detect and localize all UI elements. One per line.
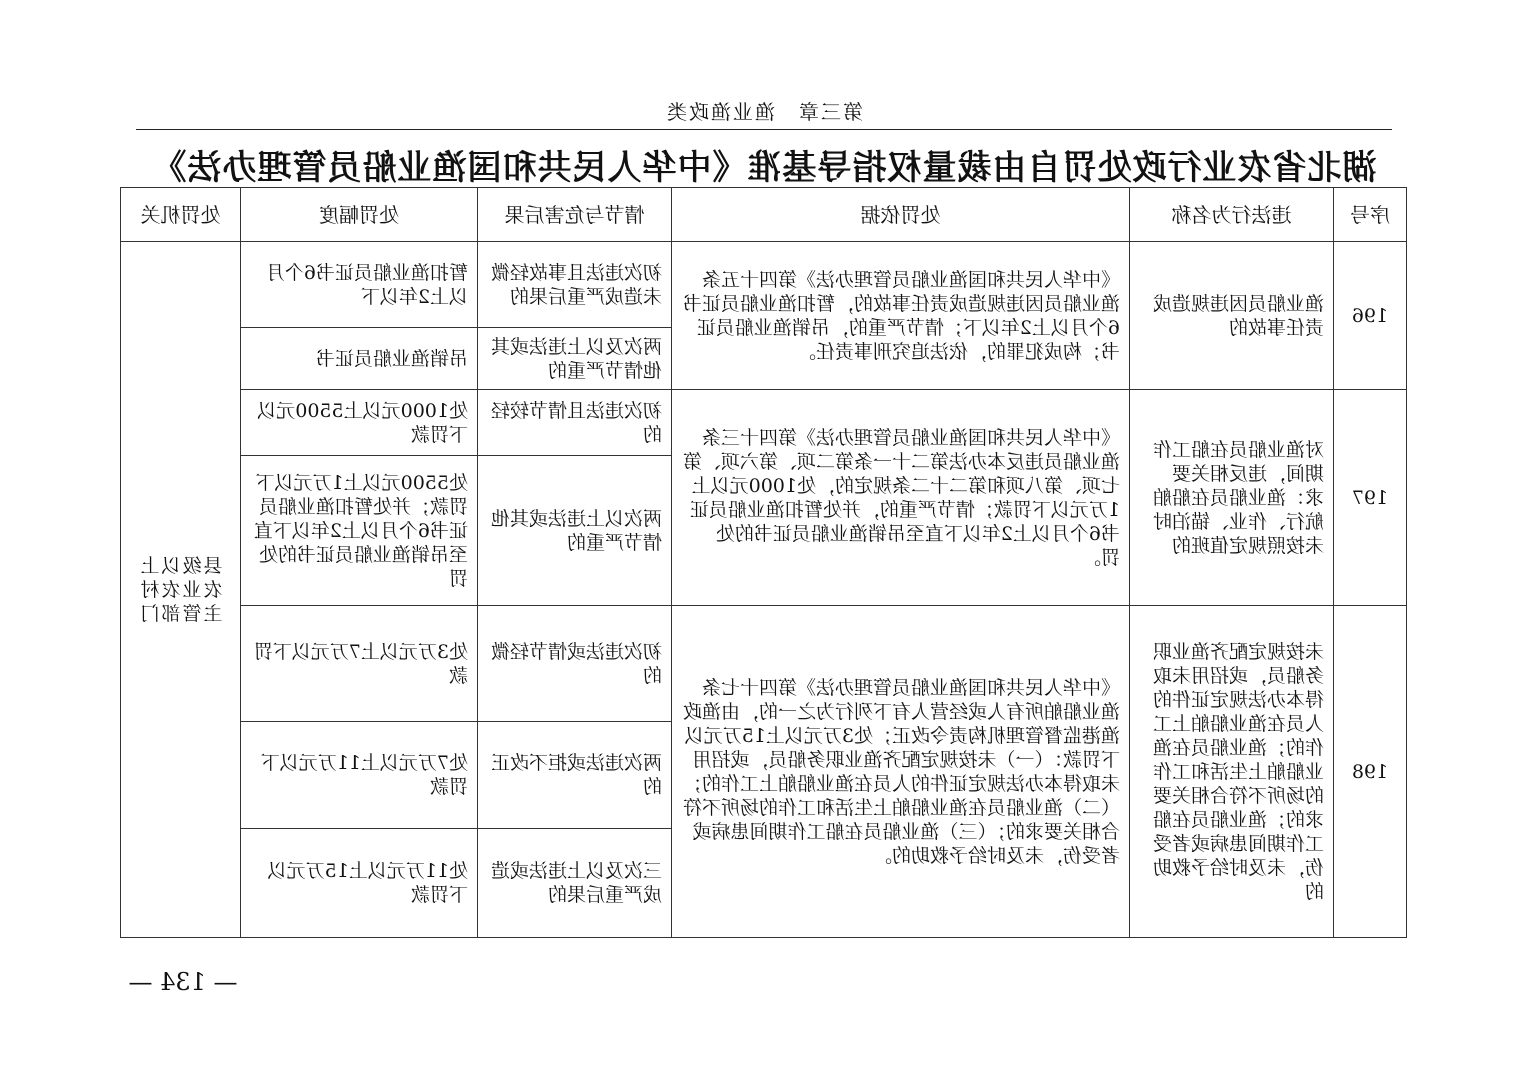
header-rule [136, 129, 1392, 130]
violation-name: 对渔业船员在船工作期间，违反相关要求：渔业船员在船舶航行、作业、锚泊时未按照规定值班的 [1130, 390, 1334, 606]
page-title: 湖北省农业行政处罚自由裁量权指导基准《中华人民共和国渔业船员管理办法》 [151, 148, 1377, 188]
table-row [121, 242, 1407, 328]
table-header-row [121, 188, 1407, 242]
penalty-range: 处3万元以上7万元以下罚款 [241, 606, 478, 722]
circumstance: 两次违法或拒不改正的 [478, 722, 672, 829]
circumstance: 初次违法或情节轻微的 [478, 606, 672, 722]
penalty-range: 暂扣渔业船员证书6个月以上2年以下 [241, 242, 478, 328]
penalty-range: 吊销渔业船员证书 [241, 328, 478, 390]
row-no: 197 [1334, 390, 1407, 606]
penalty-basis: 《中华人民共和国渔业船员管理办法》第四十三条 渔业船员违反本办法第二十一条第二项、第六项、第七项、第八项和第二十二条规定的，处1000元以上1万元以下罚款；情节严重的，并处暂扣渔业船员证书6个月以上2年以下直至吊销渔业船员证书的处罚。 [672, 390, 1130, 606]
circumstance: 三次及以上违法或造成严重后果的 [478, 829, 672, 938]
running-header: 第三章 渔业渔政类 [665, 100, 863, 124]
penalty-range: 处1000元以上5500元以下罚款 [241, 390, 478, 456]
header-penalty-basis: 处罚依据 [672, 188, 1130, 242]
circumstance: 两次以上违法或其他情节严重的 [478, 456, 672, 606]
page-number: — 134 — [128, 968, 238, 996]
header-violation-name: 违法行为名称 [1130, 188, 1334, 242]
header-authority: 处罚机关 [121, 188, 241, 242]
header-no: 序号 [1334, 188, 1407, 242]
table-row [121, 390, 1407, 456]
penalty-range: 处5500元以上1万元以下罚款；并处暂扣渔业船员证书6个月以上2年以下直至吊销渔业船员证书的处罚 [241, 456, 478, 606]
circumstance: 初次违法且情节较轻的 [478, 390, 672, 456]
violation-name: 渔业船员因违规造成责任事故的 [1130, 242, 1334, 390]
penalty-table [120, 187, 1407, 938]
header-circumstance: 情节与危害后果 [478, 188, 672, 242]
penalty-authority: 县级以上农业农村主管部门 [121, 242, 241, 938]
penalty-range: 处7万元以上11万元以下罚款 [241, 722, 478, 829]
circumstance: 两次及以上违法或其他情节严重的 [478, 328, 672, 390]
penalty-basis: 《中华人民共和国渔业船员管理办法》第四十五条 渔业船员因违规造成责任事故的，暂扣渔业船员证书6个月以上2年以下；情节严重的，吊销渔业船员证书；构成犯罪的，依法追究刑事责任。 [672, 242, 1130, 390]
header-penalty-range: 处罚幅度 [241, 188, 478, 242]
row-no: 198 [1334, 606, 1407, 938]
circumstance: 初次违法且事故轻微未造成严重后果的 [478, 242, 672, 328]
violation-name: 未按规定配齐渔业职务船员，或招用未取得本办法规定证件的人员在渔业船舶上工作的；渔业船员在渔业船舶上生活和工作的场所不符合相关要求的；渔业船员在船工作期间患病或者受伤，未及时给予救助的 [1130, 606, 1334, 938]
penalty-range: 处11万元以上15万元以下罚款 [241, 829, 478, 938]
table-row [121, 606, 1407, 722]
row-no: 196 [1334, 242, 1407, 390]
penalty-basis: 《中华人民共和国渔业船员管理办法》第四十七条 渔业船舶所有人或经营人有下列行为之一的，由渔政渔港监督管理机构责令改正；处3万元以上15万元以下罚款：（一）未按规定配齐渔业职务船员，或招用未取得本办法规定证件的人员在渔业船舶上工作的；（二）渔业船员在渔业船舶上生活和工作的场所不符合相关要求的；（三）渔业船员在船工作期间患病或者受伤，未及时给予救助的。 [672, 606, 1130, 938]
